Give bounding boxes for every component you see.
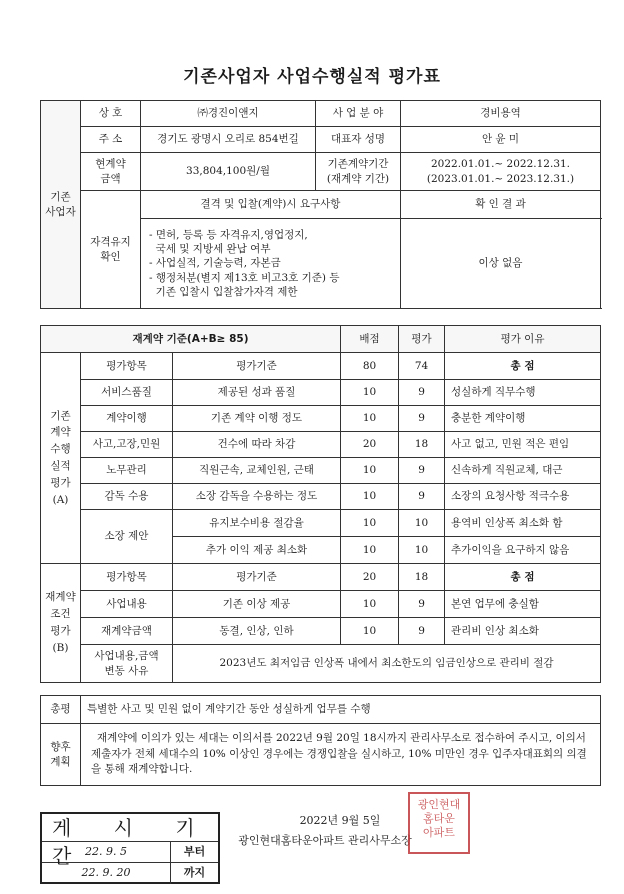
a-score: 10 — [399, 510, 445, 537]
b-score: 9 — [399, 591, 445, 618]
check-header: 확 인 결 과 — [401, 191, 601, 219]
table-row — [41, 618, 601, 645]
office-seal-icon: 광인현대 홈타운 아파트 — [408, 792, 470, 854]
a-criteria: 유지보수비용 절감율 — [173, 510, 341, 537]
a-reason: 충분한 계약이행 — [445, 406, 601, 432]
a-reason: 사고 없고, 민원 적은 편임 — [445, 432, 601, 458]
a-total-label: 총 점 — [445, 353, 601, 380]
reason-header: 평가 이유 — [445, 326, 601, 353]
posting-to-date: 22. 9. 20 — [81, 866, 131, 879]
summary-table — [40, 695, 601, 786]
a-points: 10 — [341, 458, 399, 484]
plan-value: 재계약에 이의가 있는 세대는 이의서를 2022년 9월 20일 18시까지 관리사무소로 접수하여 주시고, 이의서 제출자가 전체 세대수의 10% 이상인 경우에는 경쟁입찰을 실시하고, 10% 미만인 경우 입주자대표회의 의결을 통해 재계약합니다. — [81, 724, 601, 786]
office-name: 광인현대홈타운아파트 관리사무소장 — [238, 834, 412, 847]
a-points: 10 — [341, 380, 399, 406]
a-item-header: 평가항목 — [81, 353, 173, 380]
a-points-total: 80 — [341, 353, 399, 380]
evaluation-table — [40, 325, 601, 683]
b-total-label: 총 점 — [445, 564, 601, 591]
a-reason: 추가이익을 요구하지 않음 — [445, 537, 601, 564]
b-item: 사업내용 — [81, 591, 173, 618]
b-criteria: 동결, 인상, 인하 — [173, 618, 341, 645]
table-row — [41, 591, 601, 618]
b-item: 재계약금액 — [81, 618, 173, 645]
a-points: 10 — [341, 510, 399, 537]
a-score: 9 — [399, 458, 445, 484]
a-points: 10 — [341, 484, 399, 510]
a-criteria: 직원근속, 교체인원, 근태 — [173, 458, 341, 484]
requirement-line: - 행정처분(별지 제13호 비고3호 기준) 등 — [149, 271, 340, 284]
table-row — [41, 458, 601, 484]
plan-label: 향후 계획 — [41, 724, 81, 786]
summary-value: 특별한 사고 및 민원 없이 계약기간 동안 성실하게 업무를 수행 — [81, 696, 601, 724]
posting-from-label: 부터 — [170, 842, 218, 862]
a-criteria: 기존 계약 이행 정도 — [173, 406, 341, 432]
table-row — [41, 432, 601, 458]
a-criteria: 건수에 따라 차감 — [173, 432, 341, 458]
b-reason: 관리비 인상 최소화 — [445, 618, 601, 645]
issue-date: 2022년 9월 5일 — [299, 814, 381, 827]
table-row — [41, 380, 601, 406]
section-b-label: 재계약 조건 평가 (B) — [41, 564, 81, 683]
requirement-line: - 면허, 등록 등 자격유지,영업정지, — [149, 229, 308, 242]
existing-contractor-table — [40, 100, 601, 309]
requirement-line: 국세 및 지방세 완납 여부 — [149, 243, 271, 256]
document-title: 기존사업자 사업수행실적 평가표 — [183, 67, 441, 87]
name-value: ㈜경진이앤지 — [141, 101, 316, 127]
score-header: 평가 — [399, 326, 445, 353]
b-points-total: 20 — [341, 564, 399, 591]
requirement-header: 결격 및 입찰(계약)시 요구사항 — [141, 191, 401, 219]
section-a-label: 기존 계약 수행 실적 평가 (A) — [41, 353, 81, 564]
a-criteria: 제공된 성과 품질 — [173, 380, 341, 406]
existing-section-label: 기존 사업자 — [41, 101, 81, 309]
posting-to-row — [42, 863, 218, 884]
posting-title: 게 시 기 간 — [42, 814, 218, 842]
proposal-item: 소장 제안 — [81, 510, 173, 564]
posting-from-date: 22. 9. 5 — [85, 845, 127, 858]
points-header: 배점 — [341, 326, 399, 353]
address-label: 주 소 — [81, 127, 141, 153]
name-label: 상 호 — [81, 101, 141, 127]
a-criteria: 소장 감독을 수용하는 정도 — [173, 484, 341, 510]
ceo-label: 대표자 성명 — [316, 127, 401, 153]
b-score: 9 — [399, 618, 445, 645]
ceo-value: 안 윤 미 — [401, 127, 601, 153]
amount-label: 현계약 금액 — [81, 153, 141, 191]
a-item: 감독 수용 — [81, 484, 173, 510]
summary-label: 총평 — [41, 696, 81, 724]
check-result: 이상 없음 — [401, 219, 601, 309]
table-row — [41, 484, 601, 510]
a-criteria: 추가 이익 제공 최소화 — [173, 537, 341, 564]
a-score: 9 — [399, 380, 445, 406]
requirement-line: 기존 입찰시 입찰참가자격 제한 — [149, 285, 298, 298]
a-score: 18 — [399, 432, 445, 458]
b-criteria: 기존 이상 제공 — [173, 591, 341, 618]
a-reason: 신속하게 직원교체, 대근 — [445, 458, 601, 484]
a-score: 9 — [399, 484, 445, 510]
address-value: 경기도 광명시 오리로 854번길 — [141, 127, 316, 153]
requirement-line: - 사업실적, 기술능력, 자본금 — [149, 257, 281, 270]
a-points: 10 — [341, 537, 399, 564]
a-score: 10 — [399, 537, 445, 564]
period-value: 2022.01.01.~ 2022.12.31. (2023.01.01.~ 2023.12.31.) — [401, 153, 601, 191]
a-criteria-header: 평가기준 — [173, 353, 341, 380]
field-value: 경비용역 — [401, 101, 601, 127]
criteria-title: 재계약 기준(A+B≥ 85) — [41, 326, 341, 353]
b-points: 10 — [341, 618, 399, 645]
a-item: 사고,고장,민원 — [81, 432, 173, 458]
period-label: 기존계약기간 (재계약 기간) — [316, 153, 401, 191]
posting-from-row — [42, 842, 218, 863]
a-item: 계약이행 — [81, 406, 173, 432]
a-reason: 성실하게 직무수행 — [445, 380, 601, 406]
b-reason: 본연 업무에 충실함 — [445, 591, 601, 618]
a-item: 서비스품질 — [81, 380, 173, 406]
a-item: 노무관리 — [81, 458, 173, 484]
amount-value: 33,804,100원/월 — [141, 153, 316, 191]
b-points: 10 — [341, 591, 399, 618]
a-points: 20 — [341, 432, 399, 458]
a-reason: 용역비 인상폭 최소화 함 — [445, 510, 601, 537]
posting-to-label: 까지 — [170, 863, 218, 884]
table-row — [41, 406, 601, 432]
a-score-total: 74 — [399, 353, 445, 380]
a-points: 10 — [341, 406, 399, 432]
change-value: 2023년도 최저임금 인상폭 내에서 최소한도의 임금인상으로 관리비 절감 — [173, 645, 601, 683]
b-score-total: 18 — [399, 564, 445, 591]
posting-period-box — [40, 812, 220, 884]
change-label: 사업내용,금액 변동 사유 — [81, 645, 173, 683]
field-label: 사 업 분 야 — [316, 101, 401, 127]
a-reason: 소장의 요청사항 적극수용 — [445, 484, 601, 510]
requirement-list — [141, 219, 401, 309]
a-score: 9 — [399, 406, 445, 432]
table-row — [41, 510, 601, 537]
b-item-header: 평가항목 — [81, 564, 173, 591]
qualification-label: 자격유지 확인 — [81, 191, 141, 309]
b-criteria-header: 평가기준 — [173, 564, 341, 591]
